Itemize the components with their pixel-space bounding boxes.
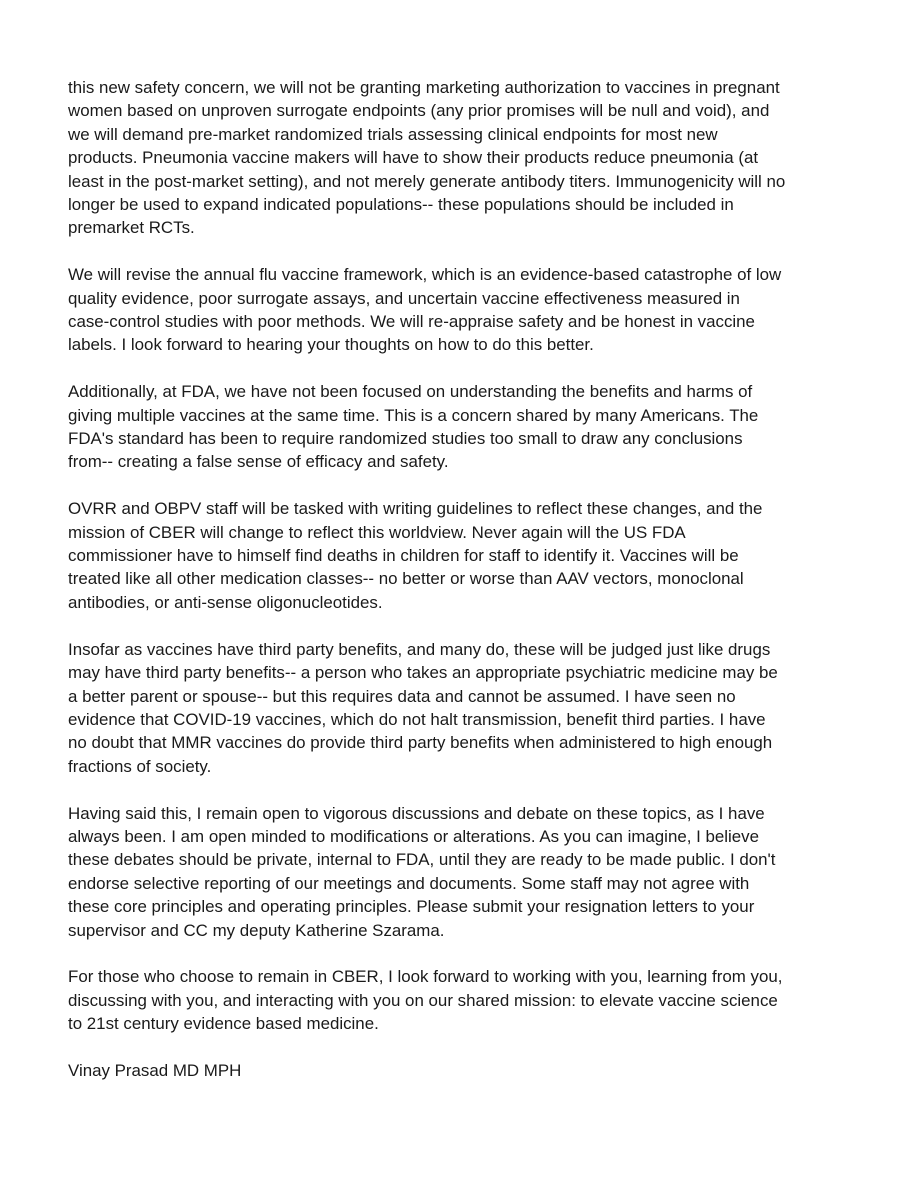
text-line: longer be used to expand indicated populations-- these populations should be included in [68,195,734,215]
text-line: mission of CBER will change to reflect this worldview. Never again will the US FDA [68,522,686,542]
paragraph-vaccine-authorization [68,76,888,240]
letter-page [68,76,888,1082]
text-line: fractions of society. [68,756,212,776]
text-line: Insofar as vaccines have third party benefits, and many do, these will be judged just like drugs [68,639,771,659]
text-line: these debates should be private, internal to FDA, until they are ready to be made public. I don't [68,850,776,870]
text-line: no doubt that MMR vaccines do provide third party benefits when administered to high enough [68,733,773,753]
paragraph-flu-vaccine-framework [68,263,888,357]
text-line: antibodies, or anti-sense oligonucleotides. [68,592,383,612]
text-line: endorse selective reporting of our meetings and documents. Some staff may not agree with [68,873,750,893]
text-line: least in the post-market setting), and not merely generate antibody titers. Immunogenicity will no [68,171,786,191]
text-line: a better parent or spouse-- but this requires data and cannot be assumed. I have seen no [68,686,736,706]
text-line: these core principles and operating principles. Please submit your resignation letters to your [68,897,755,917]
text-line: commissioner have to himself find deaths in children for staff to identify it. Vaccines will be [68,546,739,566]
text-line: discussing with you, and interacting with you on our shared mission: to elevate vaccine science [68,990,778,1010]
text-line: we will demand pre-market randomized trials assessing clinical endpoints for most new [68,124,718,144]
text-line: may have third party benefits-- a person who takes an appropriate psychiatric medicine may be [68,663,778,683]
text-line: For those who choose to remain in CBER, I look forward to working with you, learning from you, [68,967,783,987]
text-line: OVRR and OBPV staff will be tasked with writing guidelines to reflect these changes, and the [68,499,763,519]
text-line: evidence that COVID-19 vaccines, which do not halt transmission, benefit third parties. I have [68,709,766,729]
paragraph-multiple-vaccines [68,380,888,474]
text-line: case-control studies with poor methods. We will re-appraise safety and be honest in vaccine [68,312,755,332]
text-line: Additionally, at FDA, we have not been focused on understanding the benefits and harms of [68,382,753,402]
text-line: treated like all other medication classes-- no better or worse than AAV vectors, monoclonal [68,569,744,589]
paragraph-staff-guidelines [68,497,888,614]
text-line: women based on unproven surrogate endpoints (any prior promises will be null and void), and [68,101,770,121]
text-line: always been. I am open minded to modifications or alterations. As you can imagine, I believe [68,826,760,846]
text-line: to 21st century evidence based medicine. [68,1014,379,1034]
text-line: We will revise the annual flu vaccine framework, which is an evidence-based catastrophe of low [68,265,782,285]
text-line: premarket RCTs. [68,218,195,238]
text-line: this new safety concern, we will not be granting marketing authorization to vaccines in pregnant [68,78,780,97]
text-line: from-- creating a false sense of efficacy and safety. [68,452,449,472]
text-line: Having said this, I remain open to vigorous discussions and debate on these topics, as I have [68,803,765,823]
paragraph-open-discussion [68,802,888,942]
signature: Vinay Prasad MD MPH [68,1060,242,1080]
paragraph-closing [68,965,888,1035]
text-line: supervisor and CC my deputy Katherine Szarama. [68,920,445,940]
text-line: FDA's standard has been to require randomized studies too small to draw any conclusions [68,429,743,449]
text-line: products. Pneumonia vaccine makers will have to show their products reduce pneumonia (at [68,148,759,168]
text-line: giving multiple vaccines at the same time. This is a concern shared by many Americans. The [68,405,759,425]
text-line: quality evidence, poor surrogate assays, and uncertain vaccine effectiveness measured in [68,288,740,308]
text-line: labels. I look forward to hearing your thoughts on how to do this better. [68,335,594,355]
paragraph-third-party-benefits [68,638,888,778]
